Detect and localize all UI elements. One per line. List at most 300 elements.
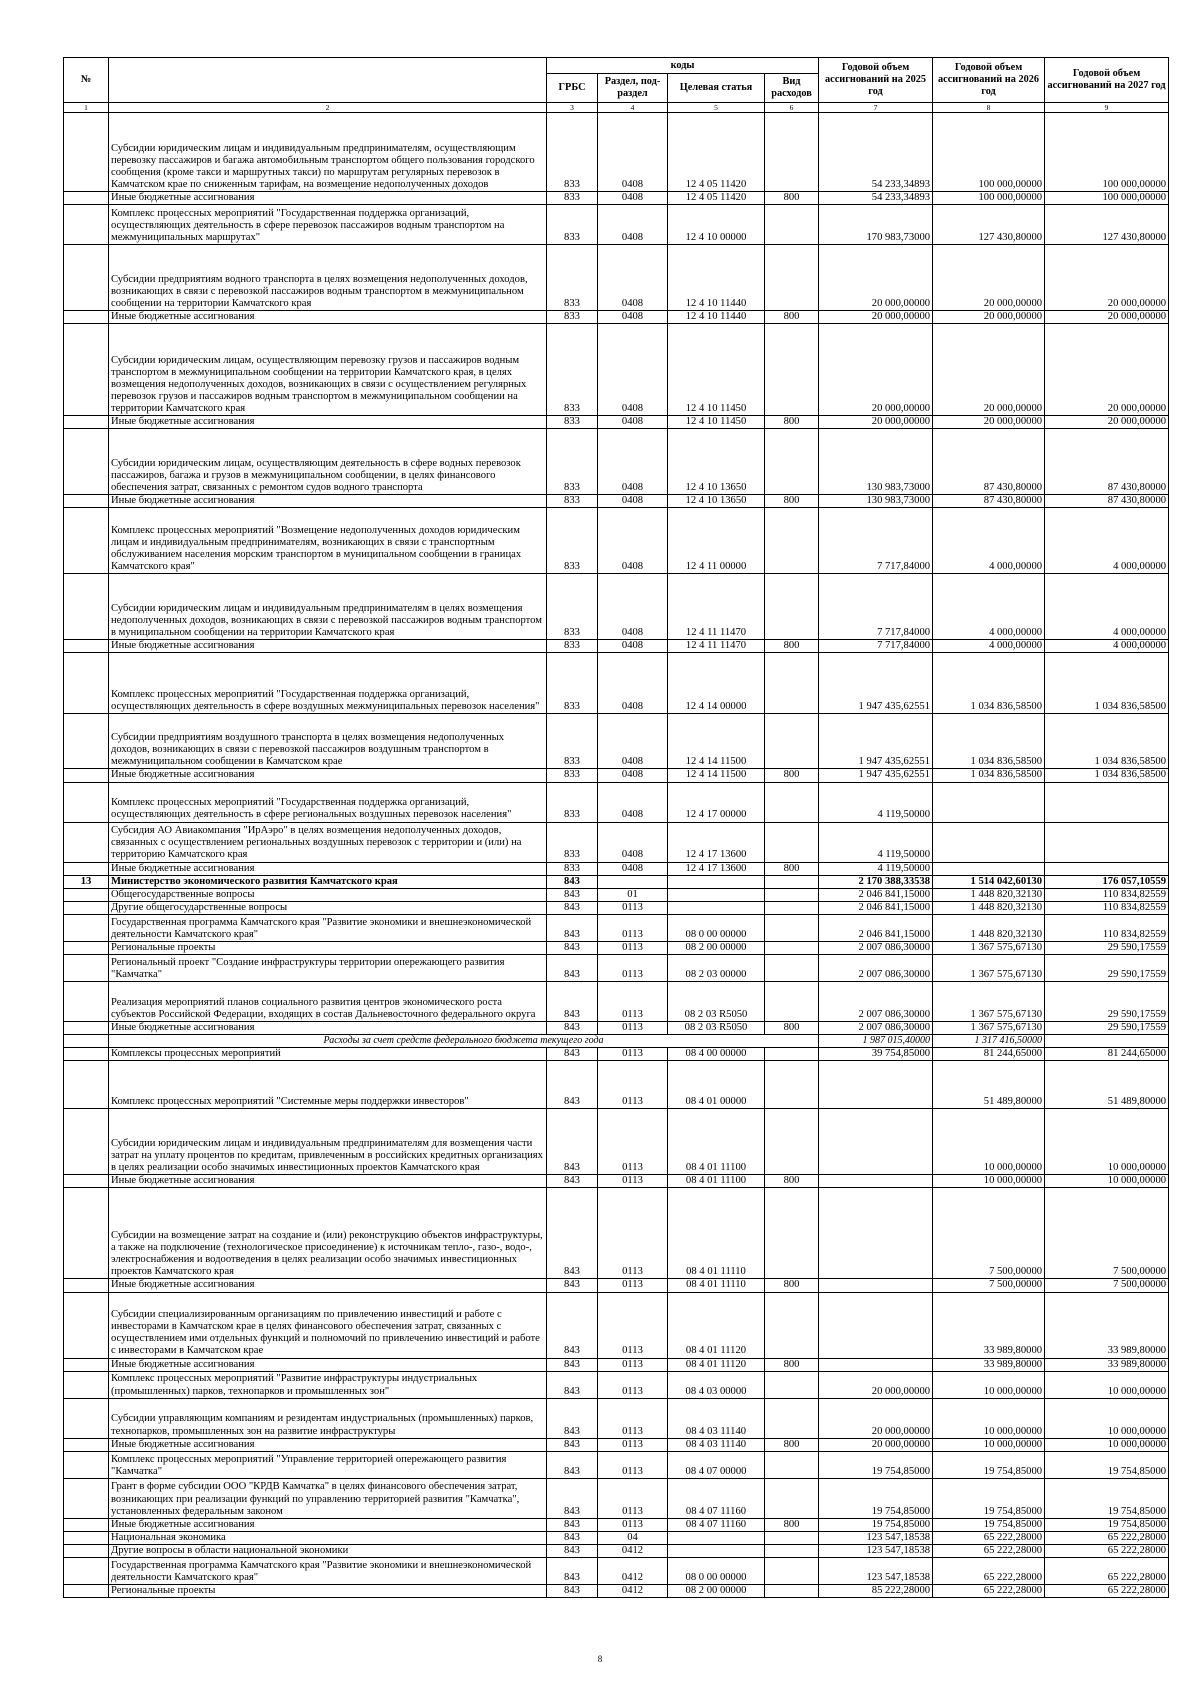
row-2027-cell: 10 000,00000 — [1045, 1438, 1169, 1451]
table-row — [64, 1188, 1169, 1279]
row-target-cell: 12 4 11 11470 — [668, 574, 765, 640]
row-exp-type-cell: 800 — [765, 1022, 819, 1035]
row-target-cell: 08 0 00 00000 — [668, 914, 765, 941]
row-2025-cell: 20 000,00000 — [819, 1438, 933, 1451]
table-row — [64, 901, 1169, 914]
row-grbs-cell: 833 — [547, 429, 598, 495]
header-2027: Годовой объем ассигнований на 2027 год — [1045, 58, 1169, 103]
row-exp-type-cell — [765, 1109, 819, 1175]
row-name-cell: Комплексы процессных мероприятий — [109, 1048, 547, 1061]
row-num-cell — [64, 1518, 109, 1531]
table-row — [64, 1371, 1169, 1398]
row-target-cell: 08 2 00 00000 — [668, 941, 765, 954]
row-section-cell: 0408 — [598, 245, 668, 311]
row-grbs-cell: 833 — [547, 714, 598, 769]
row-2025-cell — [819, 1279, 933, 1292]
row-grbs-cell: 843 — [547, 888, 598, 901]
row-target-cell: 12 4 11 11470 — [668, 640, 765, 653]
row-name-cell: Иные бюджетные ассигнования — [109, 1438, 547, 1451]
row-exp-type-cell — [765, 1292, 819, 1358]
row-2025-cell: 7 717,84000 — [819, 640, 933, 653]
row-num-cell — [64, 1188, 109, 1279]
row-num-cell — [64, 1544, 109, 1557]
header-2026: Годовой объем ассигнований на 2026 год — [933, 58, 1045, 103]
row-2025-cell: 2 007 086,30000 — [819, 955, 933, 982]
row-section-cell: 0113 — [598, 1518, 668, 1531]
row-name-cell: Субсидия АО Авиакомпания "ИрАэро" в целях возмещения недополученных доходов, связанных с осуществлением региональных воздушных перевозок с территории и (или) на территорию Камчатского края — [109, 822, 547, 862]
federal-note-empty-cell — [1045, 1035, 1169, 1048]
row-2025-cell: 170 983,73000 — [819, 205, 933, 245]
row-num-cell — [64, 1398, 109, 1438]
row-grbs-cell: 843 — [547, 1358, 598, 1371]
row-2027-cell: 4 000,00000 — [1045, 640, 1169, 653]
row-section-cell: 0408 — [598, 311, 668, 324]
row-grbs-cell: 843 — [547, 955, 598, 982]
row-grbs-cell: 833 — [547, 245, 598, 311]
row-target-cell: 08 4 01 11100 — [668, 1109, 765, 1175]
header-target: Целевая статья — [668, 74, 765, 103]
row-2026-cell: 33 989,80000 — [933, 1358, 1045, 1371]
row-section-cell: 0113 — [598, 1061, 668, 1109]
row-2027-cell: 19 754,85000 — [1045, 1451, 1169, 1478]
table-row — [64, 1175, 1169, 1188]
row-section-cell: 0408 — [598, 192, 668, 205]
row-2026-cell: 4 000,00000 — [933, 508, 1045, 574]
table-row — [64, 653, 1169, 714]
row-num-cell — [64, 640, 109, 653]
row-num-cell — [64, 1531, 109, 1544]
row-2026-cell: 20 000,00000 — [933, 324, 1045, 416]
row-num-cell — [64, 862, 109, 875]
row-2027-cell: 29 590,17559 — [1045, 955, 1169, 982]
row-grbs-cell: 833 — [547, 640, 598, 653]
row-2025-cell: 39 754,85000 — [819, 1048, 933, 1061]
row-2025-cell: 2 170 388,33538 — [819, 875, 933, 888]
column-number: 6 — [765, 103, 819, 113]
federal-note-num-cell — [64, 1035, 109, 1048]
row-2026-cell: 81 244,65000 — [933, 1048, 1045, 1061]
row-2026-cell: 20 000,00000 — [933, 416, 1045, 429]
row-2025-cell — [819, 1358, 933, 1371]
row-target-cell: 08 2 03 R5050 — [668, 1022, 765, 1035]
row-target-cell: 08 4 01 11110 — [668, 1279, 765, 1292]
row-grbs-cell: 833 — [547, 416, 598, 429]
row-2026-cell — [933, 782, 1045, 822]
row-2026-cell: 65 222,28000 — [933, 1584, 1045, 1597]
row-num-cell — [64, 205, 109, 245]
row-exp-type-cell: 800 — [765, 1175, 819, 1188]
row-num-cell — [64, 782, 109, 822]
row-exp-type-cell — [765, 914, 819, 941]
row-exp-type-cell: 800 — [765, 1358, 819, 1371]
row-name-cell: Иные бюджетные ассигнования — [109, 1279, 547, 1292]
row-2025-cell: 2 007 086,30000 — [819, 1022, 933, 1035]
row-num-cell — [64, 1292, 109, 1358]
row-exp-type-cell — [765, 508, 819, 574]
row-2026-cell: 1 448 820,32130 — [933, 901, 1045, 914]
row-section-cell — [598, 875, 668, 888]
row-grbs-cell: 843 — [547, 1175, 598, 1188]
row-2026-cell: 1 367 575,67130 — [933, 955, 1045, 982]
row-section-cell: 01 — [598, 888, 668, 901]
table-row — [64, 311, 1169, 324]
row-exp-type-cell — [765, 875, 819, 888]
row-num-cell — [64, 941, 109, 954]
row-grbs-cell: 843 — [547, 914, 598, 941]
row-name-cell: Субсидии специализированным организациям по привлечению инвестиций и работе с инвесторами в Камчатском крае в целях финансового обеспечения затрат, связанных с осуществлением ими отдельных функций и полномочий по привлечению инвестиций и работе с инвесторами в Камчатском крае — [109, 1292, 547, 1358]
row-2026-cell: 7 500,00000 — [933, 1188, 1045, 1279]
row-target-cell: 08 4 01 11120 — [668, 1292, 765, 1358]
row-grbs-cell: 843 — [547, 1584, 598, 1597]
row-target-cell: 08 4 01 11120 — [668, 1358, 765, 1371]
row-target-cell: 12 4 10 11440 — [668, 311, 765, 324]
row-target-cell: 12 4 05 11420 — [668, 113, 765, 192]
column-number: 4 — [598, 103, 668, 113]
row-2027-cell: 19 754,85000 — [1045, 1478, 1169, 1518]
table-row — [64, 113, 1169, 192]
row-section-cell: 0408 — [598, 782, 668, 822]
row-2025-cell: 1 947 435,62551 — [819, 653, 933, 714]
row-2027-cell — [1045, 862, 1169, 875]
table-row — [64, 1292, 1169, 1358]
row-exp-type-cell — [765, 1048, 819, 1061]
row-2025-cell: 7 717,84000 — [819, 508, 933, 574]
row-name-cell: Иные бюджетные ассигнования — [109, 1518, 547, 1531]
budget-table — [63, 57, 1169, 1598]
row-name-cell: Государственная программа Камчатского края "Развитие экономики и внешнеэкономической деятельности Камчатского края" — [109, 914, 547, 941]
row-exp-type-cell — [765, 1061, 819, 1109]
row-2025-cell: 123 547,18538 — [819, 1557, 933, 1584]
row-num-cell — [64, 888, 109, 901]
row-2026-cell: 33 989,80000 — [933, 1292, 1045, 1358]
row-name-cell: Субсидии управляющим компаниям и резидентам индустриальных (промышленных) парков, технопарков, промышленных зон на развитие инфраструктуры — [109, 1398, 547, 1438]
table-row — [64, 205, 1169, 245]
row-name-cell: Другие общегосударственные вопросы — [109, 901, 547, 914]
table-row — [64, 1557, 1169, 1584]
row-exp-type-cell: 800 — [765, 416, 819, 429]
row-exp-type-cell — [765, 574, 819, 640]
row-2025-cell: 20 000,00000 — [819, 245, 933, 311]
row-2026-cell: 19 754,85000 — [933, 1478, 1045, 1518]
row-section-cell: 0408 — [598, 324, 668, 416]
budget-sheet — [63, 57, 1168, 1598]
row-2026-cell: 10 000,00000 — [933, 1398, 1045, 1438]
row-target-cell: 12 4 10 11450 — [668, 324, 765, 416]
row-2027-cell: 10 000,00000 — [1045, 1175, 1169, 1188]
row-grbs-cell: 843 — [547, 1557, 598, 1584]
federal-note-value-v2025: 1 987 015,40000 — [819, 1035, 933, 1048]
row-2027-cell: 51 489,80000 — [1045, 1061, 1169, 1109]
row-2025-cell: 2 007 086,30000 — [819, 941, 933, 954]
table-row — [64, 324, 1169, 416]
row-2026-cell: 1 034 836,58500 — [933, 769, 1045, 782]
row-name-cell: Субсидии юридическим лицам и индивидуальным предпринимателям, осуществляющим перевозку пассажиров и багажа автомобильным транспортом общего пользования городского сообщения (кроме такси и маршрутных такси) по маршрутам регулярных перевозок в Камчатском крае по сниженным тарифам, на возмещение недополученных доходов — [109, 113, 547, 192]
row-exp-type-cell — [765, 714, 819, 769]
row-num-cell — [64, 1175, 109, 1188]
row-2026-cell: 1 448 820,32130 — [933, 888, 1045, 901]
row-section-cell: 0113 — [598, 1279, 668, 1292]
row-grbs-cell: 843 — [547, 982, 598, 1022]
row-section-cell: 04 — [598, 1531, 668, 1544]
table-row — [64, 416, 1169, 429]
row-2027-cell: 87 430,80000 — [1045, 495, 1169, 508]
header-row — [64, 58, 1169, 74]
row-2027-cell: 20 000,00000 — [1045, 311, 1169, 324]
row-grbs-cell: 843 — [547, 1371, 598, 1398]
table-row — [64, 495, 1169, 508]
row-section-cell: 0113 — [598, 1451, 668, 1478]
row-section-cell: 0113 — [598, 941, 668, 954]
row-exp-type-cell — [765, 1371, 819, 1398]
row-name-cell: Иные бюджетные ассигнования — [109, 495, 547, 508]
row-section-cell: 0113 — [598, 901, 668, 914]
row-section-cell: 0113 — [598, 1371, 668, 1398]
row-grbs-cell: 843 — [547, 1109, 598, 1175]
row-2026-cell: 51 489,80000 — [933, 1061, 1045, 1109]
row-exp-type-cell: 800 — [765, 1518, 819, 1531]
header-codes: коды — [547, 58, 819, 74]
row-2027-cell: 20 000,00000 — [1045, 416, 1169, 429]
row-exp-type-cell: 800 — [765, 1438, 819, 1451]
row-section-cell: 0113 — [598, 1022, 668, 1035]
row-2027-cell: 100 000,00000 — [1045, 192, 1169, 205]
row-2026-cell: 65 222,28000 — [933, 1557, 1045, 1584]
row-grbs-cell: 833 — [547, 574, 598, 640]
row-exp-type-cell — [765, 955, 819, 982]
row-target-cell: 08 4 01 00000 — [668, 1061, 765, 1109]
row-2026-cell: 1 367 575,67130 — [933, 941, 1045, 954]
row-2027-cell: 87 430,80000 — [1045, 429, 1169, 495]
row-2026-cell: 1 367 575,67130 — [933, 1022, 1045, 1035]
row-target-cell — [668, 875, 765, 888]
row-target-cell: 08 2 03 00000 — [668, 955, 765, 982]
row-exp-type-cell — [765, 941, 819, 954]
row-target-cell: 12 4 17 00000 — [668, 782, 765, 822]
row-name-cell: Иные бюджетные ассигнования — [109, 640, 547, 653]
row-2025-cell: 7 717,84000 — [819, 574, 933, 640]
header-2025: Годовой объем ассигнований на 2025 год — [819, 58, 933, 103]
row-name-cell: Иные бюджетные ассигнования — [109, 311, 547, 324]
row-name-cell: Иные бюджетные ассигнования — [109, 192, 547, 205]
row-target-cell: 08 4 01 11110 — [668, 1188, 765, 1279]
row-2027-cell: 29 590,17559 — [1045, 941, 1169, 954]
row-2025-cell: 19 754,85000 — [819, 1518, 933, 1531]
row-name-cell: Грант в форме субсидии ООО "КРДВ Камчатка" в целях финансового обеспечения затрат, возникающих при реализации функций по управлению территорией развития "Камчатка", установленных федеральным законом — [109, 1478, 547, 1518]
row-grbs-cell: 843 — [547, 1048, 598, 1061]
row-2027-cell: 20 000,00000 — [1045, 245, 1169, 311]
row-exp-type-cell: 800 — [765, 769, 819, 782]
row-target-cell: 08 4 01 11100 — [668, 1175, 765, 1188]
row-exp-type-cell — [765, 1188, 819, 1279]
row-num-cell — [64, 769, 109, 782]
header-section: Раздел, под-раздел — [598, 74, 668, 103]
row-target-cell: 12 4 11 00000 — [668, 508, 765, 574]
row-section-cell: 0408 — [598, 495, 668, 508]
row-grbs-cell: 833 — [547, 822, 598, 862]
table-row — [64, 982, 1169, 1022]
row-2027-cell: 1 034 836,58500 — [1045, 769, 1169, 782]
row-name-cell: Иные бюджетные ассигнования — [109, 1022, 547, 1035]
row-grbs-cell: 843 — [547, 1292, 598, 1358]
table-row — [64, 1478, 1169, 1518]
row-2025-cell: 19 754,85000 — [819, 1478, 933, 1518]
column-number: 7 — [819, 103, 933, 113]
row-grbs-cell: 843 — [547, 1022, 598, 1035]
row-name-cell: Субсидии юридическим лицам, осуществляющим перевозку грузов и пассажиров водным транспортом в межмуниципальном сообщении на территории Камчатского края, в целях возмещения недополученных доходов, возникающих в связи с осуществлением регулярных перевозок грузов и пассажиров водным транспортом в межмуниципальном сообщении на территории Камчатского края — [109, 324, 547, 416]
row-2027-cell: 4 000,00000 — [1045, 508, 1169, 574]
row-2025-cell: 20 000,00000 — [819, 1371, 933, 1398]
row-target-cell — [668, 1544, 765, 1557]
table-row — [64, 955, 1169, 982]
row-exp-type-cell: 800 — [765, 495, 819, 508]
row-grbs-cell: 843 — [547, 1451, 598, 1478]
table-row — [64, 769, 1169, 782]
row-num-cell — [64, 1557, 109, 1584]
row-num-cell — [64, 955, 109, 982]
row-name-cell: Субсидии юридическим лицам и индивидуальным предпринимателям для возмещения части затрат на уплату процентов по кредитам, привлеченным в российских кредитных организациях в целях реализации особо значимых инвестиционных проектов Камчатского края — [109, 1109, 547, 1175]
row-num-cell — [64, 1279, 109, 1292]
row-name-cell: Комплекс процессных мероприятий "Развитие инфраструктуры индустриальных (промышленных) парков, технопарков и промышленных зон" — [109, 1371, 547, 1398]
row-2026-cell: 1 034 836,58500 — [933, 653, 1045, 714]
row-2025-cell: 130 983,73000 — [819, 429, 933, 495]
table-row — [64, 245, 1169, 311]
row-section-cell: 0113 — [598, 1175, 668, 1188]
header-num: № — [64, 58, 109, 103]
row-2027-cell: 127 430,80000 — [1045, 205, 1169, 245]
row-target-cell: 12 4 17 13600 — [668, 862, 765, 875]
row-num-cell — [64, 324, 109, 416]
federal-note-row — [64, 1035, 1169, 1048]
row-section-cell: 0113 — [598, 982, 668, 1022]
row-2026-cell: 100 000,00000 — [933, 113, 1045, 192]
row-target-cell: 08 4 00 00000 — [668, 1048, 765, 1061]
row-num-cell — [64, 192, 109, 205]
table-row — [64, 508, 1169, 574]
header-exp-type: Вид расходов — [765, 74, 819, 103]
row-name-cell: Комплекс процессных мероприятий "Возмещение недополученных доходов юридическим лицам и индивидуальным предпринимателям, возникающих в связи с транспортным обслуживанием населения морским транспортом в муниципальном сообщении в границах Камчатского края" — [109, 508, 547, 574]
row-section-cell: 0113 — [598, 1048, 668, 1061]
row-exp-type-cell — [765, 1557, 819, 1584]
row-section-cell: 0408 — [598, 205, 668, 245]
row-2026-cell: 65 222,28000 — [933, 1544, 1045, 1557]
row-name-cell: Субсидии предприятиям воздушного транспорта в целях возмещения недополученных доходов, возникающих в связи с перевозкой пассажиров воздушным транспортом в межмуниципальном сообщении в Камчатском крае — [109, 714, 547, 769]
row-name-cell: Субсидии на возмещение затрат на создание и (или) реконструкцию объектов инфраструктуры, а также на подключение (технологическое присоединение) к источникам тепло-, газо-, водо-, электроснабжения и водоотведения в целях реализации особо значимых инвестиционных проектов Камчатского края — [109, 1188, 547, 1279]
row-2025-cell: 19 754,85000 — [819, 1451, 933, 1478]
row-grbs-cell: 843 — [547, 875, 598, 888]
row-exp-type-cell — [765, 982, 819, 1022]
row-2027-cell: 65 222,28000 — [1045, 1531, 1169, 1544]
row-2026-cell: 87 430,80000 — [933, 429, 1045, 495]
row-exp-type-cell — [765, 888, 819, 901]
row-2026-cell: 10 000,00000 — [933, 1371, 1045, 1398]
row-2025-cell: 20 000,00000 — [819, 1398, 933, 1438]
row-section-cell: 0113 — [598, 1478, 668, 1518]
row-section-cell: 0412 — [598, 1584, 668, 1597]
row-2027-cell: 19 754,85000 — [1045, 1518, 1169, 1531]
row-name-cell: Региональный проект "Создание инфраструктуры территории опережающего развития "Камчатка" — [109, 955, 547, 982]
row-target-cell: 12 4 14 11500 — [668, 769, 765, 782]
row-2026-cell: 65 222,28000 — [933, 1531, 1045, 1544]
row-2026-cell: 100 000,00000 — [933, 192, 1045, 205]
row-grbs-cell: 833 — [547, 192, 598, 205]
row-name-cell: Комплекс процессных мероприятий "Государственная поддержка организаций, осуществляющих деятельность в сфере воздушных межмуниципальных перевозок населения" — [109, 653, 547, 714]
row-2026-cell: 4 000,00000 — [933, 640, 1045, 653]
row-2025-cell — [819, 1175, 933, 1188]
row-section-cell: 0408 — [598, 640, 668, 653]
row-2027-cell: 29 590,17559 — [1045, 1022, 1169, 1035]
table-row — [64, 1531, 1169, 1544]
row-target-cell: 12 4 10 13650 — [668, 429, 765, 495]
row-target-cell: 12 4 10 11440 — [668, 245, 765, 311]
row-section-cell: 0113 — [598, 914, 668, 941]
row-target-cell: 08 0 00 00000 — [668, 1557, 765, 1584]
row-exp-type-cell — [765, 822, 819, 862]
row-2025-cell — [819, 1292, 933, 1358]
row-name-cell: Общегосударственные вопросы — [109, 888, 547, 901]
row-2025-cell: 2 046 841,15000 — [819, 901, 933, 914]
row-num-cell — [64, 245, 109, 311]
row-num-cell — [64, 429, 109, 495]
row-section-cell: 0408 — [598, 574, 668, 640]
row-2026-cell — [933, 822, 1045, 862]
row-target-cell: 08 4 03 11140 — [668, 1438, 765, 1451]
row-name-cell: Комплекс процессных мероприятий "Государственная поддержка организаций, осуществляющих деятельность в сфере перевозок пассажиров водным транспортом на межмуниципальных маршрутах" — [109, 205, 547, 245]
row-num-cell — [64, 113, 109, 192]
row-exp-type-cell — [765, 901, 819, 914]
row-grbs-cell: 843 — [547, 1531, 598, 1544]
table-row — [64, 192, 1169, 205]
row-2026-cell: 10 000,00000 — [933, 1175, 1045, 1188]
column-number: 1 — [64, 103, 109, 113]
row-2025-cell: 4 119,50000 — [819, 782, 933, 822]
row-grbs-cell: 833 — [547, 653, 598, 714]
row-grbs-cell: 843 — [547, 1544, 598, 1557]
row-2027-cell: 176 057,10559 — [1045, 875, 1169, 888]
row-name-cell: Иные бюджетные ассигнования — [109, 1175, 547, 1188]
row-target-cell: 12 4 10 00000 — [668, 205, 765, 245]
row-section-cell: 0113 — [598, 1188, 668, 1279]
column-number: 3 — [547, 103, 598, 113]
column-number: 8 — [933, 103, 1045, 113]
row-grbs-cell: 833 — [547, 311, 598, 324]
row-grbs-cell: 843 — [547, 1518, 598, 1531]
row-exp-type-cell: 800 — [765, 640, 819, 653]
row-num-cell — [64, 914, 109, 941]
table-row — [64, 914, 1169, 941]
table-row — [64, 875, 1169, 888]
row-target-cell: 08 4 07 00000 — [668, 1451, 765, 1478]
federal-note-value-v2026: 1 317 416,50000 — [933, 1035, 1045, 1048]
row-section-cell: 0408 — [598, 862, 668, 875]
row-name-cell: Государственная программа Камчатского края "Развитие экономики и внешнеэкономической деятельности Камчатского края" — [109, 1557, 547, 1584]
row-section-cell: 0113 — [598, 1358, 668, 1371]
table-body — [64, 113, 1169, 1598]
row-exp-type-cell — [765, 1451, 819, 1478]
row-num-cell — [64, 1451, 109, 1478]
row-grbs-cell: 833 — [547, 782, 598, 822]
row-exp-type-cell — [765, 1531, 819, 1544]
column-number: 5 — [668, 103, 765, 113]
row-target-cell: 12 4 05 11420 — [668, 192, 765, 205]
row-exp-type-cell: 800 — [765, 311, 819, 324]
row-num-cell — [64, 822, 109, 862]
row-target-cell — [668, 888, 765, 901]
federal-note-text: Расходы за счет средств федерального бюджета текущего года — [109, 1035, 819, 1048]
row-section-cell: 0113 — [598, 1398, 668, 1438]
row-2026-cell: 20 000,00000 — [933, 245, 1045, 311]
row-2026-cell: 1 514 042,60130 — [933, 875, 1045, 888]
row-2027-cell — [1045, 782, 1169, 822]
